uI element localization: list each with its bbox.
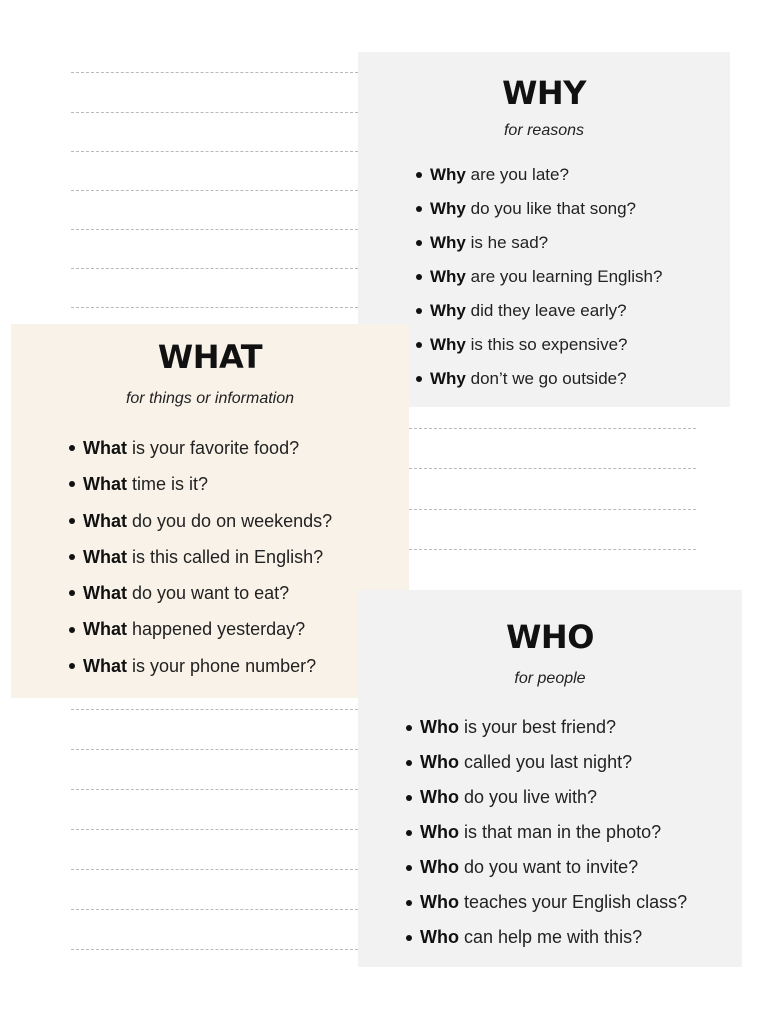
why-card: [358, 52, 730, 407]
question-text: did they leave early?: [465, 301, 627, 320]
question-text: can help me with this?: [458, 927, 643, 947]
writing-line: [409, 428, 696, 429]
list-item: [420, 850, 742, 885]
question-word: Who: [420, 787, 459, 807]
writing-line: [409, 549, 696, 550]
list-item: [430, 226, 730, 260]
what-subtitle: for things or information: [125, 390, 295, 407]
question-word: Who: [420, 927, 459, 947]
question-word: Why: [430, 233, 466, 252]
list-item: [83, 430, 409, 466]
question-word: What: [83, 438, 127, 458]
writing-line: [71, 268, 358, 269]
question-word: Why: [430, 301, 466, 320]
writing-line: [409, 509, 696, 510]
list-item: [420, 780, 742, 815]
question-word: What: [83, 655, 127, 676]
question-text: are you learning English?: [465, 267, 663, 286]
question-word: Who: [420, 892, 459, 912]
list-item: [430, 362, 730, 396]
question-text: is your favorite food?: [127, 438, 300, 458]
list-item: [430, 192, 730, 226]
question-word: What: [83, 583, 127, 604]
list-item: [430, 158, 730, 192]
question-word: Why: [430, 199, 466, 218]
question-word: Why: [430, 267, 466, 286]
writing-line: [71, 869, 358, 870]
writing-line: [71, 709, 358, 710]
list-item: [420, 815, 742, 850]
question-word: Who: [420, 717, 459, 737]
list-item: [83, 503, 409, 539]
question-text: are you late?: [465, 165, 569, 184]
list-item: [83, 466, 409, 502]
why-examples-list: [430, 158, 730, 396]
writing-line: [71, 749, 358, 750]
question-text: do you live with?: [458, 787, 598, 807]
writing-line: [71, 72, 358, 73]
question-word: Why: [430, 165, 466, 184]
writing-line: [71, 151, 358, 152]
question-text: is your best friend?: [458, 717, 617, 737]
question-word: Why: [430, 369, 466, 388]
list-item: [420, 885, 742, 920]
list-item: [420, 920, 742, 955]
question-text: happened yesterday?: [127, 619, 306, 640]
what-card: [11, 324, 409, 698]
question-text: do you do on weekends?: [127, 510, 333, 531]
what-title: WHAT: [157, 338, 263, 376]
writing-line: [71, 112, 358, 113]
who-card: [358, 590, 742, 967]
question-text: do you want to eat?: [127, 583, 290, 604]
list-item: [83, 539, 409, 575]
question-word: Who: [420, 857, 459, 877]
writing-line: [71, 829, 358, 830]
question-text: do you like that song?: [465, 199, 637, 218]
question-word: Who: [420, 822, 459, 842]
list-item: [430, 260, 730, 294]
list-item: [430, 328, 730, 362]
who-title: WHO: [506, 618, 594, 656]
question-word: What: [83, 474, 127, 495]
question-text: don’t we go outside?: [465, 369, 627, 388]
question-text: time is it?: [127, 474, 209, 495]
writing-line: [71, 229, 358, 230]
why-title: WHY: [502, 74, 586, 112]
why-subtitle: for reasons: [503, 122, 585, 139]
writing-line: [71, 190, 358, 191]
question-word: What: [83, 546, 127, 567]
question-text: do you want to invite?: [458, 857, 639, 877]
question-text: is your phone number?: [127, 655, 317, 676]
question-word: Who: [420, 752, 459, 772]
question-text: teaches your English class?: [458, 892, 688, 912]
writing-line: [71, 789, 358, 790]
writing-line: [71, 307, 358, 308]
list-item: [420, 745, 742, 780]
writing-line: [409, 468, 696, 469]
question-text: is this called in English?: [127, 546, 324, 567]
question-text: called you last night?: [458, 752, 633, 772]
who-subtitle: for people: [514, 670, 586, 687]
question-word: What: [83, 510, 127, 531]
question-text: is this so expensive?: [465, 335, 628, 354]
question-text: is that man in the photo?: [458, 822, 662, 842]
question-word: Why: [430, 335, 466, 354]
list-item: [430, 294, 730, 328]
writing-line: [71, 909, 358, 910]
list-item: [420, 710, 742, 745]
writing-line: [71, 949, 358, 950]
question-text: is he sad?: [465, 233, 549, 252]
question-word: What: [83, 619, 127, 640]
who-examples-list: [420, 710, 742, 955]
